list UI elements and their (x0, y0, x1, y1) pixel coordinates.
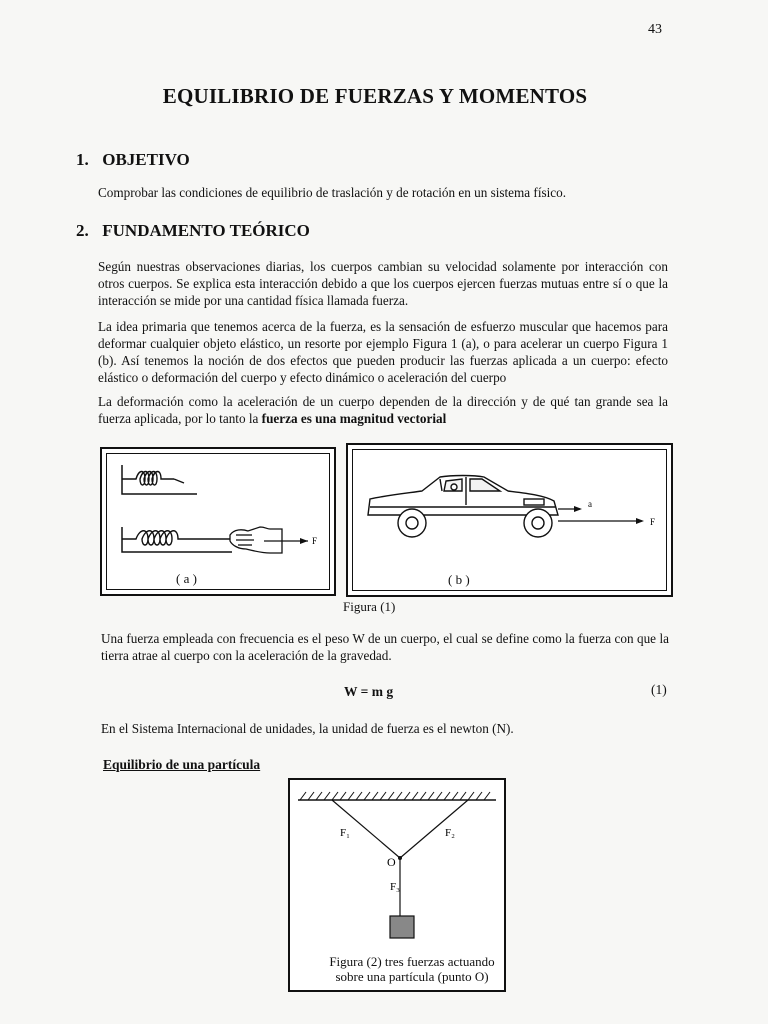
theory-paragraph-1: Según nuestras observaciones diarias, los cuerpos cambian su velocidad solamente por interacción con otros cuerpos. Se explica esta interacción debido a que los cuerpos ejercen fuerzas mutuas entre sí o que la interacción se mide por una cantidad física llamada fuerza. (98, 259, 668, 308)
figure-1b-caption: ( b ) (448, 572, 470, 587)
spring-diagram (102, 449, 334, 594)
hanging-mass (390, 916, 414, 938)
force-label-a: F (312, 536, 318, 546)
theory-paragraph-3 (98, 393, 668, 427)
vector-statement: fuerza es una magnitud vectorial (261, 411, 447, 426)
figure-1a-caption: ( a ) (176, 571, 197, 586)
f3-label: F₃ (390, 881, 400, 893)
accel-label: a (588, 499, 592, 509)
section-heading-fundamento (76, 221, 310, 241)
page-title: EQUILIBRIO DE FUERZAS Y MOMENTOS (162, 84, 588, 108)
figure-1-label: Figura (1) (343, 599, 396, 614)
f2-label: F₂ (445, 827, 455, 839)
theory-paragraph-3-text: La deformación como la aceleración de un cuerpo dependen de la dirección y de qué tan grande sea la fuerza aplicada, por lo tanto la (98, 394, 668, 426)
car-diagram (348, 445, 671, 595)
point-o-label: O (387, 855, 396, 869)
theory-paragraph-2: La idea primaria que tenemos acerca de la fuerza, es la sensación de esfuerzo muscular que hacemos para deformar cualquier objeto elástico, un resorte por ejemplo Figura 1 (a), o para acelerar un cuerpo Figura 1 (b). Así tenemos la noción de dos efectos que pueden producir las fuerzas aplicada a un cuerpo: efecto elástico o deformación del cuerpo y efecto dinámico o aceleración del cuerpo (98, 319, 668, 385)
figure-1b (346, 443, 673, 597)
theory-paragraph-5: En el Sistema Internacional de unidades, la unidad de fuerza es el newton (N). (101, 721, 514, 736)
section-title: FUNDAMENTO TEÓRICO (102, 221, 310, 240)
equation: W = m g (344, 684, 394, 699)
subsection-heading: Equilibrio de una partícula (103, 757, 261, 772)
figure-1a (100, 447, 336, 596)
page-number: 43 (648, 22, 662, 37)
section-heading-objetivo (76, 150, 190, 170)
hand-icon (230, 527, 282, 553)
section-title: OBJETIVO (102, 150, 190, 169)
section-number: 2. (76, 221, 89, 240)
theory-paragraph-4: Una fuerza empleada con frecuencia es el peso W de un cuerpo, el cual se define como la fuerza con que la tierra atrae al cuerpo con la aceleración de la gravedad. (101, 631, 669, 663)
figure-2-caption: Figura (2) tres fuerzas actuando sobre una partícula (punto O) (329, 954, 495, 984)
section-number: 1. (76, 150, 89, 169)
force-label-b: F (650, 517, 656, 527)
car-icon (368, 476, 558, 538)
f1-label: F₁ (340, 827, 350, 839)
objective-text: Comprobar las condiciones de equilibrio de traslación y de rotación en un sistema físico. (98, 185, 567, 200)
equation-number: (1) (651, 682, 667, 697)
